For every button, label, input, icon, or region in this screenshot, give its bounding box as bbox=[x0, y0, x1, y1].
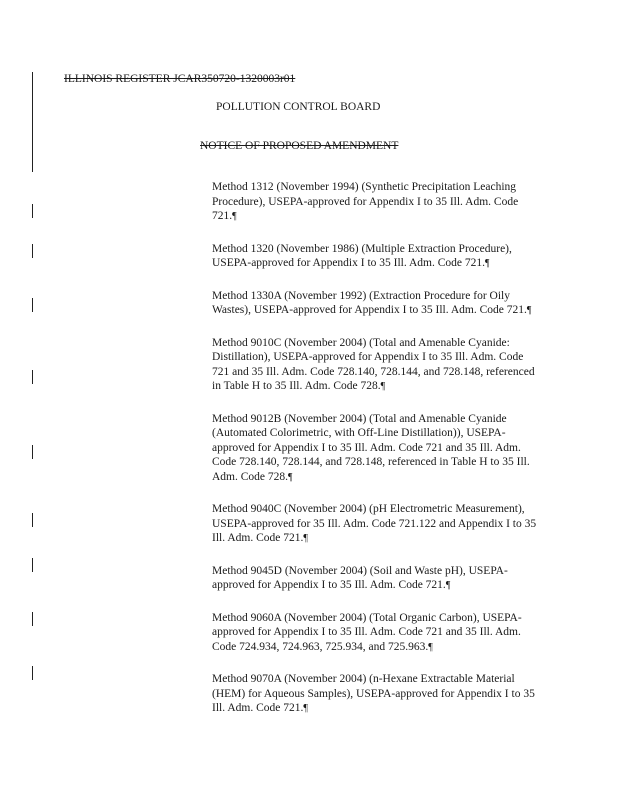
change-bar bbox=[32, 370, 33, 384]
method-entry: Method 1320 (November 1986) (Multiple Extraction Procedure), USEPA-approved for Appendix I to 35 Ill. Adm. Code 721.¶ bbox=[212, 242, 512, 269]
change-bar bbox=[32, 558, 33, 572]
method-entry: Method 9012B (November 2004) (Total and Amenable Cyanide (Automated Colorimetric, with Off-Line Distillation)), USEPA-approved for Appendix I to 35 Ill. Adm. Code 721 and 35 Ill. Adm. Code 728.140, 728.144, and 728.148, referenced in Table H to 35 Ill. Adm. Code 728.¶ bbox=[212, 412, 530, 483]
method-entry: Method 1330A (November 1992) (Extraction Procedure for Oily Wastes), USEPA-approved for Appendix I to 35 Ill. Adm. Code 721.¶ bbox=[212, 289, 532, 316]
pilcrow: ¶ bbox=[380, 381, 386, 392]
pilcrow: ¶ bbox=[303, 703, 308, 714]
change-bar bbox=[32, 244, 33, 258]
change-bar bbox=[32, 445, 33, 459]
method-entry: Method 9060A (November 2004) (Total Organic Carbon), USEPA-approved for Appendix I to 35 Ill. Adm. Code 721 and 35 Ill. Adm. Code 724.934, 724.963, 725.934, and 725.963.¶ bbox=[212, 611, 522, 653]
pilcrow: ¶ bbox=[526, 305, 532, 316]
change-bar bbox=[32, 72, 33, 172]
pilcrow: ¶ bbox=[485, 258, 490, 269]
board-title: POLLUTION CONTROL BOARD bbox=[216, 101, 381, 113]
change-bar bbox=[32, 298, 33, 312]
register-header: ILLINOIS REGISTER JCAR350720-1320003r01 bbox=[64, 73, 296, 85]
method-entry: Method 1312 (November 1994) (Synthetic Precipitation Leaching Procedure), USEPA-approved for Appendix I to 35 Ill. Adm. Code 721.¶ bbox=[212, 181, 519, 222]
change-bar bbox=[32, 666, 33, 680]
change-bar bbox=[32, 204, 33, 218]
pilcrow: ¶ bbox=[288, 471, 293, 483]
method-entry: Method 9040C (November 2004) (pH Electrometric Measurement), USEPA-approved for 35 Ill. Adm. Code 721.122 and Appendix I to 35 Ill. Adm. Code 721.¶ bbox=[212, 503, 537, 544]
method-entry: Method 9010C (November 2004) (Total and Amenable Cyanide: Distillation), USEPA-approved for Appendix I to 35 Ill. Adm. Code 721 and 35 Ill. Adm. Code 728.140, 728.144, and 728.148, referenced in Table H to 35 Ill. Adm. Code 728.¶ bbox=[212, 336, 535, 392]
method-list bbox=[212, 180, 542, 734]
change-bar bbox=[32, 513, 33, 527]
pilcrow: ¶ bbox=[428, 641, 433, 653]
method-entry: Method 9045D (November 2004) (Soil and Waste pH), USEPA-approved for Appendix I to 35 Ill. Adm. Code 721.¶ bbox=[212, 564, 508, 591]
pilcrow: ¶ bbox=[445, 580, 451, 591]
notice-title: NOTICE OF PROPOSED AMENDMENT bbox=[200, 140, 399, 152]
method-entry: Method 9070A (November 2004) (n-Hexane Extractable Material (HEM) for Aqueous Samples), USEPA-approved for Appendix I to 35 Ill. Adm. Code 721.¶ bbox=[212, 673, 535, 714]
pilcrow: ¶ bbox=[303, 533, 308, 544]
change-bar bbox=[32, 612, 33, 626]
pilcrow: ¶ bbox=[232, 211, 237, 222]
